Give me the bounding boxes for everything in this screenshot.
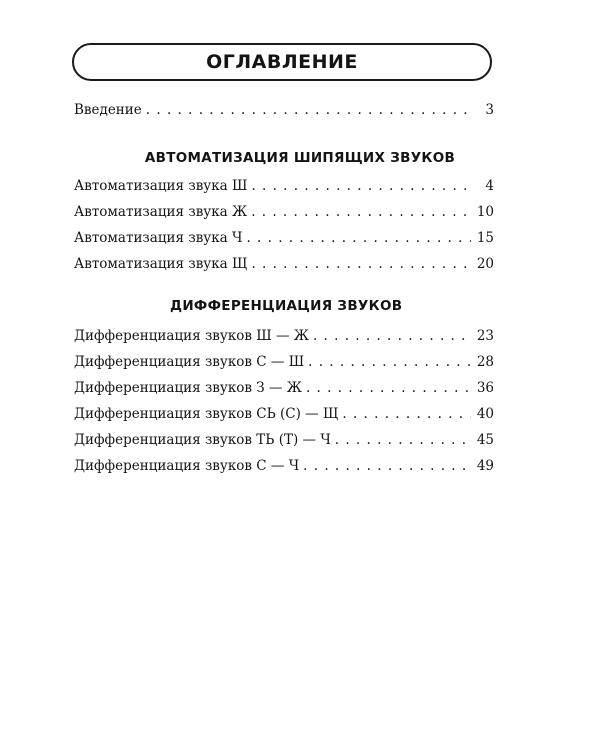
toc-entry-label: Дифференциация звуков С — Ш: [74, 354, 305, 370]
dot-leader: [251, 204, 471, 220]
toc-entry[interactable]: [74, 178, 494, 198]
toc-entry[interactable]: [74, 380, 494, 400]
toc-entry-label: Дифференциация звуков Ш — Ж: [74, 328, 309, 344]
dot-leader: [303, 458, 471, 474]
dot-leader: [251, 256, 470, 272]
toc-entry-page: 36: [476, 380, 494, 396]
dot-leader: [308, 354, 471, 370]
toc-entry[interactable]: [74, 230, 494, 250]
toc-entry-page: 49: [476, 458, 494, 474]
toc-entry-label: Введение: [74, 102, 142, 118]
toc-entry-label: Дифференциация звуков ТЬ (Т) — Ч: [74, 432, 331, 448]
toc-entry[interactable]: [74, 328, 494, 348]
section-heading-automation: АВТОМАТИЗАЦИЯ ШИПЯЩИХ ЗВУКОВ: [144, 150, 456, 166]
dot-leader: [335, 432, 471, 448]
page-title: ОГЛАВЛЕНИЕ: [206, 51, 358, 73]
toc-entry-label: Автоматизация звука Ш: [74, 178, 248, 194]
dot-leader: [313, 328, 471, 344]
toc-entry-label: Автоматизация звука Ч: [74, 230, 243, 246]
dot-leader: [306, 380, 471, 396]
section-heading-differentiation: ДИФФЕРЕНЦИАЦИЯ ЗВУКОВ: [170, 298, 403, 314]
toc-entry-label: Автоматизация звука Ж: [74, 204, 248, 220]
toc-entry-page: 45: [476, 432, 494, 448]
toc-entry-page: 4: [485, 178, 494, 194]
toc-entry-page: 20: [476, 256, 494, 272]
toc-entry-page: 15: [476, 230, 494, 246]
toc-entry-page: 23: [476, 328, 494, 344]
toc-entry[interactable]: [74, 458, 494, 478]
toc-entry-label: Автоматизация звука Щ: [74, 256, 248, 272]
dot-leader: [246, 230, 470, 246]
toc-entry[interactable]: [74, 432, 494, 452]
toc-entry-page: 3: [485, 102, 494, 118]
toc-entry-page: 40: [476, 406, 494, 422]
dot-leader: [251, 178, 474, 194]
toc-entry-introduction[interactable]: [74, 102, 494, 122]
toc-entry[interactable]: [74, 354, 494, 374]
toc-entry[interactable]: [74, 256, 494, 276]
toc-entry-label: Дифференциация звуков С — Ч: [74, 458, 300, 474]
toc-entry[interactable]: [74, 406, 494, 426]
toc-entry[interactable]: [74, 204, 494, 224]
toc-entry-page: 10: [476, 204, 494, 220]
toc-entry-page: 28: [476, 354, 494, 370]
toc-entry-label: Дифференциация звуков СЬ (С) — Щ: [74, 406, 339, 422]
toc-entry-label: Дифференциация звуков З — Ж: [74, 380, 302, 396]
dot-leader: [146, 102, 474, 118]
toc-title-box: [72, 43, 492, 81]
dot-leader: [342, 406, 470, 422]
